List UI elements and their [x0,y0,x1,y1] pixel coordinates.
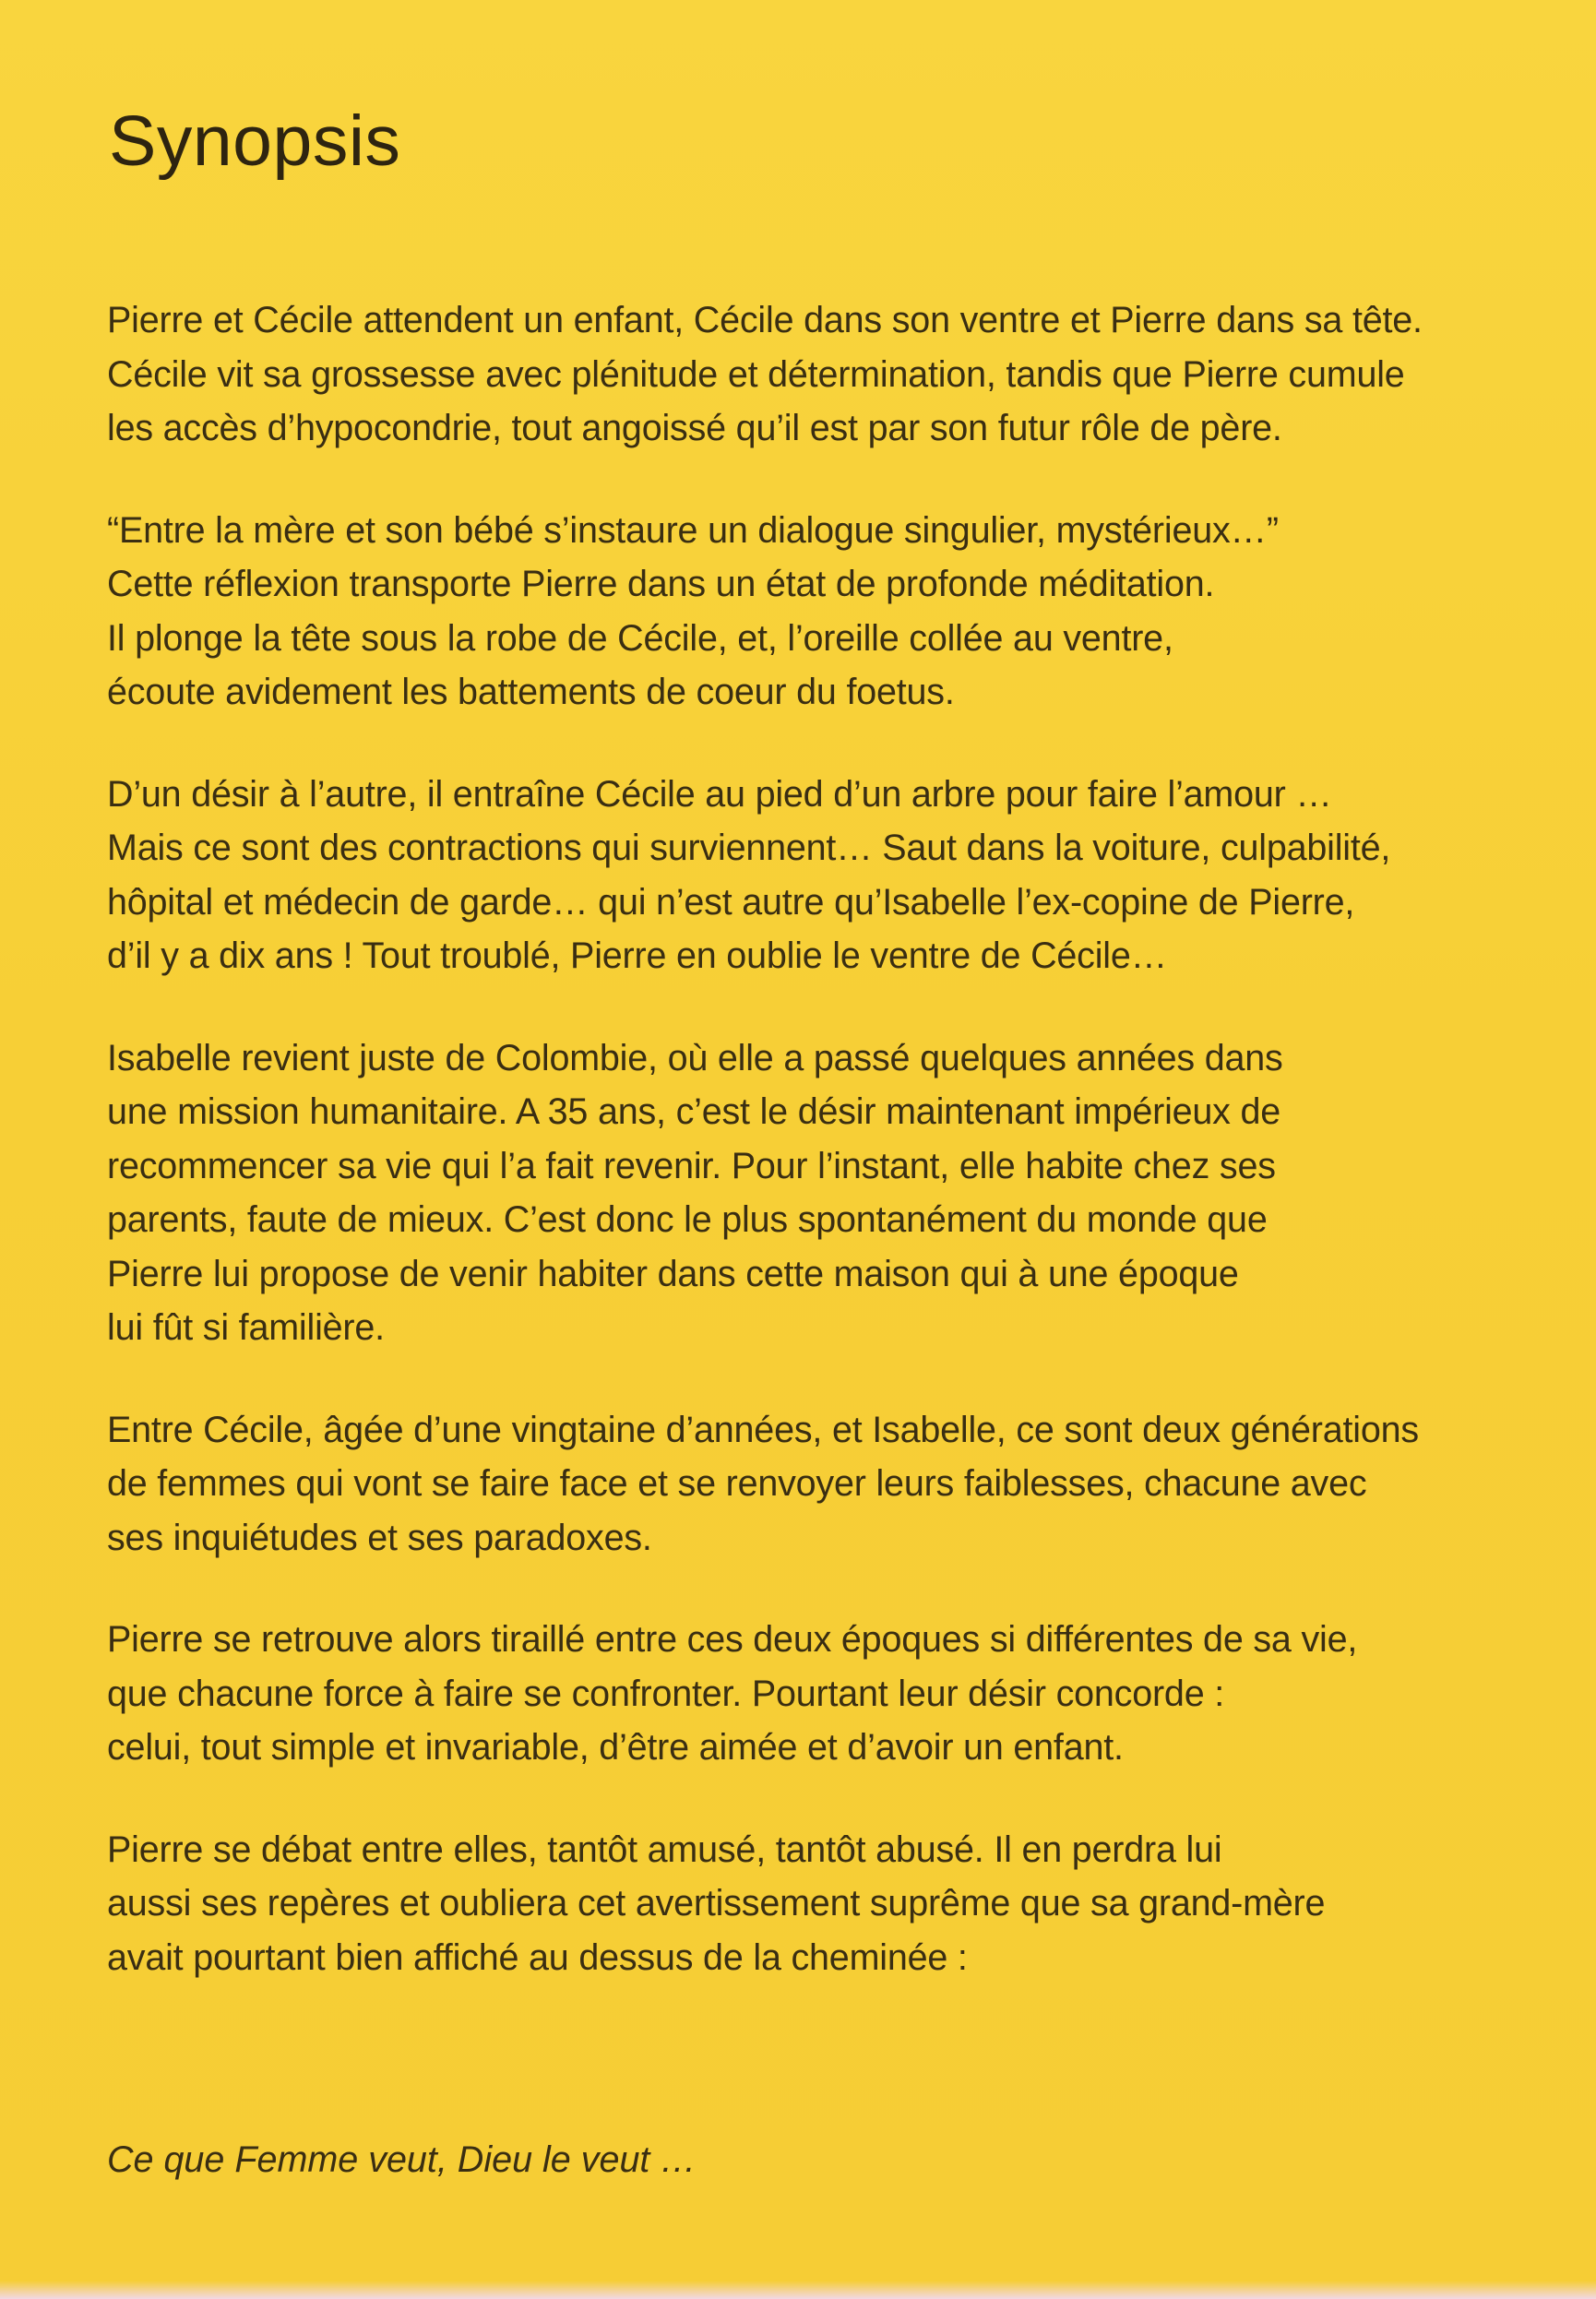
text-line: les accès d’hypocondrie, tout angoissé qu’il est par son futur rôle de père. [107,408,1282,448]
page-bottom-edge [0,2281,1596,2299]
text-line: Isabelle revient juste de Colombie, où elle a passé quelques années dans [107,1037,1283,1078]
text-line: parents, faute de mieux. C’est donc le plus spontanément du monde que [107,1199,1268,1240]
synopsis-body [107,293,1509,2032]
text-line: Il plonge la tête sous la robe de Cécile, et, l’oreille collée au ventre, [107,617,1173,659]
paragraph-5 [107,1403,1509,1566]
text-line: Pierre se retrouve alors tiraillé entre ces deux époques si différentes de sa vie, [107,1619,1358,1660]
text-line: une mission humanitaire. A 35 ans, c’est le désir maintenant impérieux de [107,1091,1281,1132]
text-line: ses inquiétudes et ses paradoxes. [107,1517,652,1558]
text-line: D’un désir à l’autre, il entraîne Cécile au pied d’un arbre pour faire l’amour … [107,773,1332,815]
text-line: celui, tout simple et invariable, d’être aimée et d’avoir un enfant. [107,1727,1124,1768]
paragraph-7 [107,1823,1509,1985]
text-line: Cette réflexion transporte Pierre dans un état de profonde méditation. [107,564,1215,604]
text-line: Entre Cécile, âgée d’une vingtaine d’années, et Isabelle, ce sont deux générations [107,1409,1419,1450]
text-line: d’il y a dix ans ! Tout troublé, Pierre en oublie le ventre de Cécile… [107,935,1167,976]
text-line: hôpital et médecin de garde… qui n’est autre qu’Isabelle l’ex-copine de Pierre, [107,881,1355,923]
paragraph-1 [107,293,1509,456]
page-title: Synopsis [109,101,401,181]
text-line: Pierre se débat entre elles, tantôt amusé, tantôt abusé. Il en perdra lui [107,1828,1222,1870]
text-line: que chacune force à faire se confronter. Pourtant leur désir concorde : [107,1673,1225,1714]
paragraph-2 [107,504,1509,720]
text-line: recommencer sa vie qui l’a fait revenir. Pour l’instant, elle habite chez ses [107,1145,1276,1186]
text-line: Cécile vit sa grossesse avec plénitude et détermination, tandis que Pierre cumule [107,353,1405,395]
text-line: aussi ses repères et oubliera cet avertissement suprême que sa grand-mère [107,1883,1326,1924]
paragraph-4 [107,1031,1509,1355]
text-line: de femmes qui vont se faire face et se renvoyer leurs faiblesses, chacune avec [107,1463,1367,1504]
paragraph-6 [107,1613,1509,1775]
text-line: “Entre la mère et son bébé s’instaure un dialogue singulier, mystérieux…” [107,509,1279,551]
text-line: Mais ce sont des contractions qui surviennent… Saut dans la voiture, culpabilité, [107,828,1391,868]
text-line: écoute avidement les battements de coeur du foetus. [107,672,955,712]
closing-quote: Ce que Femme veut, Dieu le veut … [107,2139,697,2180]
text-line: avait pourtant bien affiché au dessus de la cheminée : [107,1936,968,1978]
text-line: lui fût si familière. [107,1307,385,1348]
paragraph-3 [107,768,1509,983]
text-line: Pierre lui propose de venir habiter dans cette maison qui à une époque [107,1253,1239,1294]
text-line: Pierre et Cécile attendent un enfant, Cécile dans son ventre et Pierre dans sa tête. [107,300,1423,340]
